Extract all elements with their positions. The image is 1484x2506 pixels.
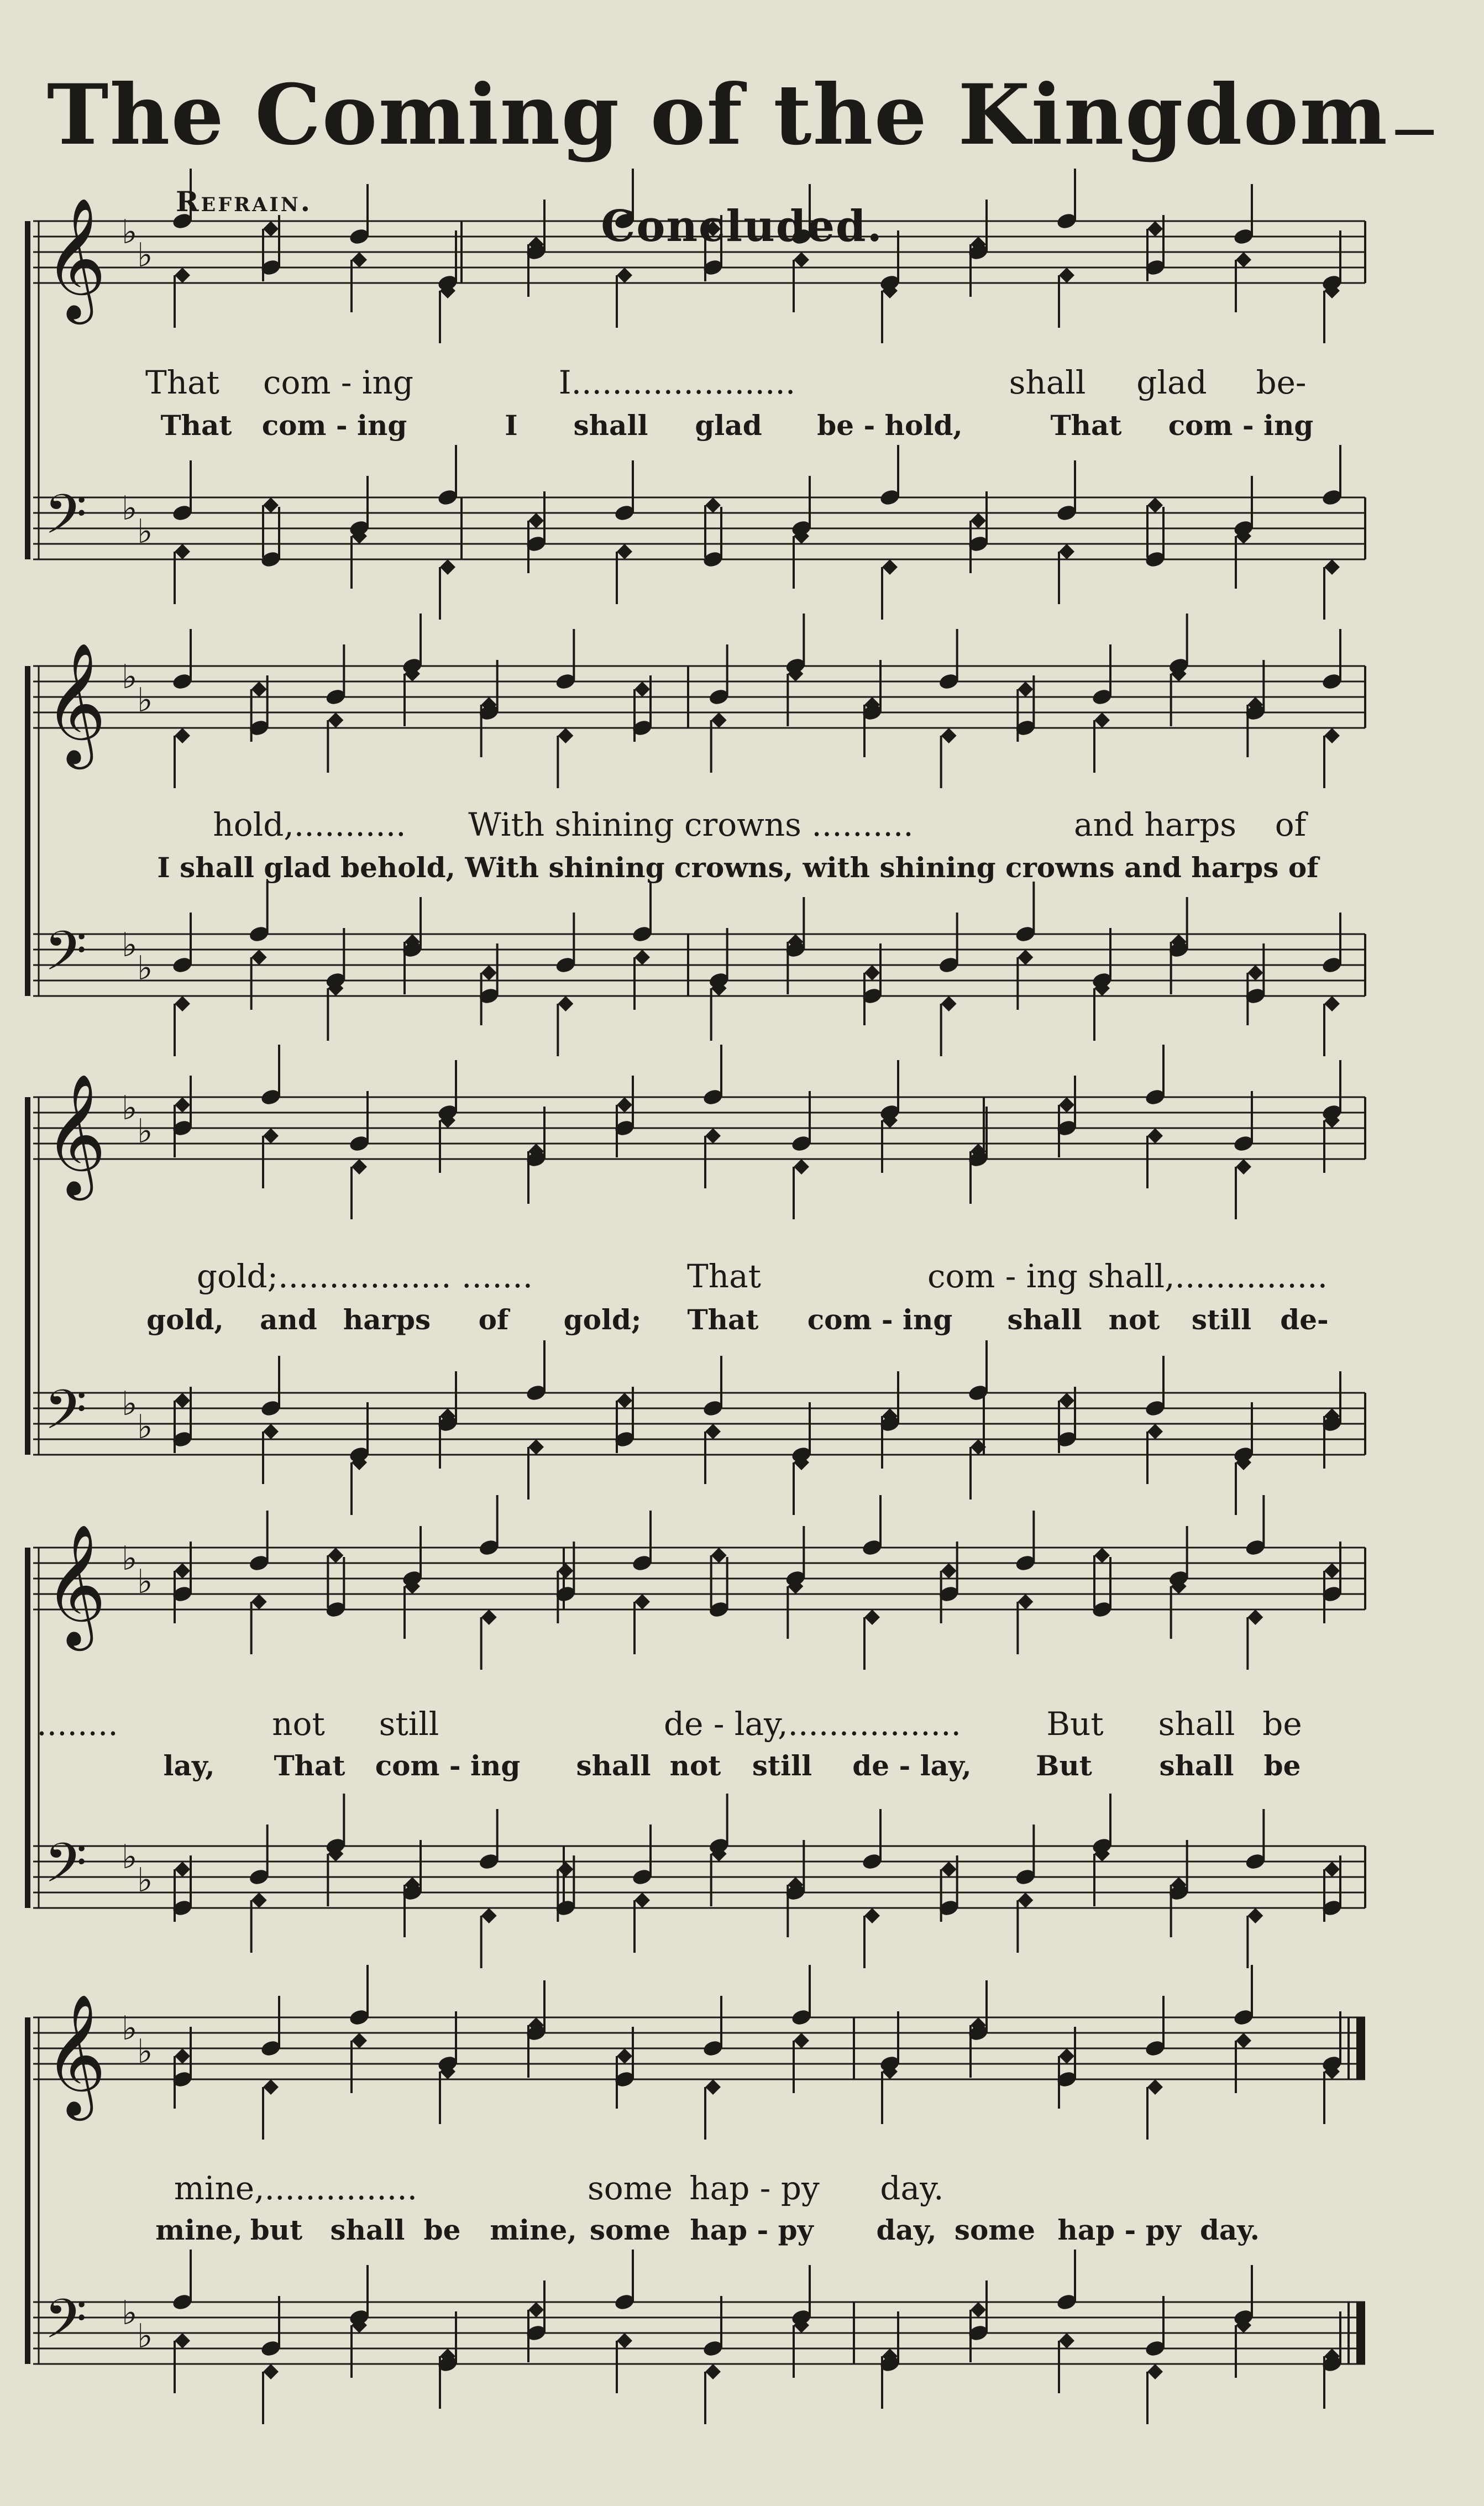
lyric-syllable: de - lay, bbox=[852, 1749, 972, 1782]
lyric-syllable: com - ing bbox=[375, 1749, 521, 1782]
treble-clef-icon: 𝄞 bbox=[44, 1993, 107, 2115]
note-head-icon bbox=[864, 1908, 880, 1923]
lyrics-line-2 bbox=[0, 409, 1484, 453]
lyric-syllable: not bbox=[272, 1705, 325, 1743]
note-head-icon bbox=[1059, 2333, 1074, 2348]
flat-icon: ♭ bbox=[122, 926, 138, 964]
note-head-icon bbox=[705, 2364, 721, 2379]
lyric-syllable: That bbox=[145, 364, 219, 401]
lyric-syllable: gold;................. ....... bbox=[196, 1257, 533, 1295]
note-head-icon bbox=[251, 1892, 267, 1908]
note-head-icon bbox=[1018, 1892, 1033, 1908]
flat-icon: ♭ bbox=[122, 1385, 138, 1423]
lyric-syllable: de - lay,................. bbox=[664, 1705, 961, 1743]
lyric-syllable: hold,........... bbox=[213, 806, 406, 843]
lyric-syllable: mine, bbox=[490, 2214, 577, 2246]
lyrics-line-1 bbox=[0, 1705, 1484, 1749]
note-head-icon bbox=[705, 497, 721, 513]
lyric-syllable: I bbox=[505, 409, 518, 442]
note-head-icon bbox=[1147, 1424, 1163, 1439]
lyric-syllable: and bbox=[260, 1303, 317, 1336]
lyric-syllable: day. bbox=[880, 2169, 944, 2207]
lyric-syllable: I...................... bbox=[558, 364, 796, 401]
lyric-syllable: ........ bbox=[36, 1705, 118, 1743]
note-head-icon bbox=[941, 728, 957, 743]
note-head-icon bbox=[971, 513, 986, 528]
flat-icon: ♭ bbox=[122, 489, 138, 528]
note-head-icon bbox=[175, 2048, 190, 2064]
lyric-syllable: lay, bbox=[163, 1749, 215, 1782]
lyric-syllable: glad bbox=[1136, 364, 1207, 401]
note-head-icon bbox=[617, 1393, 632, 1408]
lyric-syllable: gold, bbox=[146, 1303, 224, 1336]
lyric-syllable: shall bbox=[330, 2214, 405, 2246]
lyric-syllable: com - ing bbox=[263, 364, 413, 401]
lyrics-line-1 bbox=[0, 1257, 1484, 1302]
bass-clef-icon: 𝄢 bbox=[44, 483, 87, 560]
note-head-icon bbox=[263, 1128, 279, 1144]
note-head-icon bbox=[941, 1862, 957, 1877]
note-head-icon bbox=[1236, 2033, 1251, 2048]
note-head-icon bbox=[440, 559, 455, 575]
lyric-syllable: That bbox=[687, 1257, 761, 1295]
lyric-syllable: day, bbox=[876, 2214, 937, 2246]
note-head-icon bbox=[864, 1609, 880, 1625]
lyric-syllable: com - ing shall,............... bbox=[927, 1257, 1328, 1295]
lyric-syllable: I shall glad behold, With shining crowns, with shining crowns and harps of bbox=[157, 851, 1319, 884]
note-head-icon bbox=[1324, 559, 1340, 575]
note-head-icon bbox=[794, 1159, 809, 1175]
flat-icon: ♭ bbox=[137, 236, 153, 275]
treble-clef-icon: 𝄞 bbox=[44, 1073, 107, 1195]
note-head-icon bbox=[705, 2079, 721, 2095]
note-head-icon bbox=[1324, 1563, 1340, 1579]
note-head-icon bbox=[558, 728, 573, 743]
note-head-icon bbox=[705, 1424, 721, 1439]
note-head-icon bbox=[941, 996, 957, 1011]
note-head-icon bbox=[1059, 268, 1074, 283]
note-head-icon bbox=[1247, 1609, 1263, 1625]
note-head-icon bbox=[558, 996, 573, 1011]
lyric-syllable: still bbox=[1191, 1303, 1252, 1336]
lyric-syllable: day. bbox=[1199, 2214, 1260, 2246]
note-head-icon bbox=[617, 544, 632, 559]
lyric-syllable: and harps bbox=[1073, 806, 1237, 843]
note-head-icon bbox=[1147, 497, 1163, 513]
note-head-icon bbox=[1324, 1862, 1340, 1877]
note-head-icon bbox=[1324, 996, 1340, 1011]
lyric-syllable: com - ing bbox=[261, 409, 407, 442]
note-head-icon bbox=[1059, 544, 1074, 559]
lyric-syllable: of bbox=[1275, 806, 1307, 843]
note-head-icon bbox=[175, 1393, 190, 1408]
lyric-syllable: That bbox=[687, 1303, 759, 1336]
note-head-icon bbox=[971, 2302, 986, 2318]
note-head-icon bbox=[794, 2033, 809, 2048]
lyric-syllable: gold; bbox=[563, 1303, 642, 1336]
lyric-syllable: harps bbox=[343, 1303, 431, 1336]
lyric-syllable: shall bbox=[1158, 1705, 1235, 1743]
lyric-syllable: shall bbox=[1007, 1303, 1082, 1336]
note-head-icon bbox=[481, 965, 497, 981]
note-head-icon bbox=[175, 268, 190, 283]
note-head-icon bbox=[528, 513, 544, 528]
note-head-icon bbox=[1147, 1128, 1163, 1144]
note-head-icon bbox=[251, 1594, 267, 1609]
title-suffix: —Concluded. bbox=[601, 104, 1438, 251]
lyric-syllable: some bbox=[954, 2214, 1036, 2246]
title-main: The Coming of the Kingdom bbox=[46, 66, 1389, 164]
note-head-icon bbox=[175, 1097, 190, 1113]
note-head-icon bbox=[251, 950, 267, 965]
flat-icon: ♭ bbox=[122, 1089, 138, 1128]
page-title bbox=[0, 66, 1484, 261]
flat-icon: ♭ bbox=[137, 1112, 153, 1151]
note-head-icon bbox=[864, 965, 880, 981]
lyric-syllable: With shining crowns .......... bbox=[468, 806, 914, 843]
lyric-syllable: de- bbox=[1280, 1303, 1329, 1336]
treble-clef-icon: 𝄞 bbox=[44, 1523, 107, 1645]
lyrics-line-1 bbox=[0, 2169, 1484, 2214]
note-head-icon bbox=[528, 1439, 544, 1455]
lyric-syllable: still bbox=[752, 1749, 812, 1782]
note-head-icon bbox=[352, 1159, 367, 1175]
flat-icon: ♭ bbox=[122, 1539, 138, 1578]
lyric-syllable: mine, bbox=[155, 2214, 243, 2246]
note-head-icon bbox=[1018, 950, 1033, 965]
lyric-syllable: of bbox=[478, 1303, 509, 1336]
lyric-syllable: But bbox=[1036, 1749, 1092, 1782]
flat-icon: ♭ bbox=[137, 1408, 153, 1446]
flat-icon: ♭ bbox=[122, 1838, 138, 1876]
note-head-icon bbox=[175, 728, 190, 743]
note-head-icon bbox=[634, 1892, 650, 1908]
note-head-icon bbox=[558, 1563, 573, 1579]
lyric-syllable: shall bbox=[1159, 1749, 1234, 1782]
lyrics-line-2 bbox=[0, 851, 1484, 895]
note-head-icon bbox=[941, 1563, 957, 1579]
note-head-icon bbox=[617, 2048, 632, 2064]
lyric-syllable: That bbox=[160, 409, 232, 442]
note-head-icon bbox=[634, 681, 650, 697]
note-head-icon bbox=[175, 1862, 190, 1877]
note-head-icon bbox=[617, 268, 632, 283]
note-head-icon bbox=[1147, 2079, 1163, 2095]
note-head-icon bbox=[481, 1908, 497, 1923]
lyric-syllable: be bbox=[1263, 1749, 1301, 1782]
note-head-icon bbox=[1059, 2048, 1074, 2064]
note-head-icon bbox=[263, 497, 279, 513]
lyric-syllable: shall bbox=[573, 409, 648, 442]
bass-clef-icon: 𝄢 bbox=[44, 1832, 87, 1909]
lyrics-line-2 bbox=[0, 2214, 1484, 2258]
lyric-syllable: shall bbox=[576, 1749, 651, 1782]
lyrics-line-1 bbox=[0, 806, 1484, 850]
lyric-syllable: not bbox=[669, 1749, 721, 1782]
flat-icon: ♭ bbox=[122, 658, 138, 696]
note-head-icon bbox=[617, 2333, 632, 2348]
note-head-icon bbox=[528, 2302, 544, 2318]
lyric-syllable: hap - py bbox=[690, 2214, 814, 2246]
note-head-icon bbox=[1018, 681, 1033, 697]
flat-icon: ♭ bbox=[122, 2294, 138, 2332]
note-head-icon bbox=[1236, 1159, 1251, 1175]
note-head-icon bbox=[251, 681, 267, 697]
lyric-syllable: but bbox=[250, 2214, 303, 2246]
flat-icon: ♭ bbox=[122, 2009, 138, 2048]
lyric-syllable: com - ing bbox=[1168, 409, 1314, 442]
note-head-icon bbox=[558, 1862, 573, 1877]
note-head-icon bbox=[617, 1097, 632, 1113]
flat-icon: ♭ bbox=[137, 512, 153, 551]
note-head-icon bbox=[1018, 1594, 1033, 1609]
flat-icon: ♭ bbox=[137, 681, 153, 720]
lyric-syllable: some bbox=[589, 2214, 671, 2246]
lyrics-line-2 bbox=[0, 1303, 1484, 1348]
lyric-syllable: But bbox=[1046, 1705, 1104, 1743]
flat-icon: ♭ bbox=[137, 949, 153, 988]
refrain-label: Refrain. bbox=[176, 185, 313, 218]
treble-clef-icon: 𝄞 bbox=[44, 197, 107, 319]
note-head-icon bbox=[1059, 1097, 1074, 1113]
note-head-icon bbox=[1094, 712, 1110, 728]
lyric-syllable: That bbox=[274, 1749, 345, 1782]
bass-clef-icon: 𝄢 bbox=[44, 1378, 87, 1455]
flat-icon: ♭ bbox=[137, 1563, 153, 1601]
lyric-syllable: com - ing bbox=[807, 1303, 953, 1336]
note-head-icon bbox=[1324, 728, 1340, 743]
flat-icon: ♭ bbox=[137, 1861, 153, 1900]
note-head-icon bbox=[634, 1594, 650, 1609]
note-head-icon bbox=[352, 2033, 367, 2048]
lyric-syllable: be- bbox=[1256, 364, 1307, 401]
bass-clef-icon: 𝄢 bbox=[44, 2288, 87, 2365]
lyric-syllable: hap - py bbox=[1057, 2214, 1181, 2246]
treble-clef-icon: 𝄞 bbox=[44, 642, 107, 764]
note-head-icon bbox=[481, 1609, 497, 1625]
lyric-syllable: glad bbox=[695, 409, 762, 442]
lyrics-line-1 bbox=[0, 364, 1484, 408]
lyric-syllable: still bbox=[379, 1705, 439, 1743]
note-head-icon bbox=[1247, 1908, 1263, 1923]
flat-icon: ♭ bbox=[122, 213, 138, 251]
note-head-icon bbox=[1059, 1393, 1074, 1408]
note-head-icon bbox=[263, 2364, 279, 2379]
note-head-icon bbox=[1147, 2364, 1163, 2379]
final-barline bbox=[1356, 2017, 1365, 2079]
note-head-icon bbox=[1247, 965, 1263, 981]
note-head-icon bbox=[1094, 1548, 1110, 1563]
lyric-syllable: hap - py bbox=[689, 2169, 820, 2207]
lyric-syllable: mine,............... bbox=[174, 2169, 418, 2207]
note-head-icon bbox=[711, 1548, 727, 1563]
final-barline bbox=[1356, 2302, 1365, 2364]
lyrics-line-2 bbox=[0, 1749, 1484, 1794]
note-head-icon bbox=[175, 544, 190, 559]
lyric-syllable: be bbox=[423, 2214, 461, 2246]
note-head-icon bbox=[263, 2079, 279, 2095]
note-head-icon bbox=[705, 1128, 721, 1144]
note-head-icon bbox=[175, 2333, 190, 2348]
note-head-icon bbox=[882, 559, 898, 575]
lyric-syllable: be bbox=[1262, 1705, 1302, 1743]
lyric-syllable: shall bbox=[1009, 364, 1086, 401]
note-head-icon bbox=[328, 712, 343, 728]
bass-clef-icon: 𝄢 bbox=[44, 920, 87, 997]
note-head-icon bbox=[175, 996, 190, 1011]
flat-icon: ♭ bbox=[137, 2317, 153, 2356]
note-head-icon bbox=[634, 950, 650, 965]
lyric-syllable: not bbox=[1108, 1303, 1160, 1336]
flat-icon: ♭ bbox=[137, 2032, 153, 2071]
note-head-icon bbox=[328, 1548, 343, 1563]
lyric-syllable: That bbox=[1050, 409, 1122, 442]
note-head-icon bbox=[175, 1563, 190, 1579]
lyric-syllable: be - hold, bbox=[817, 409, 963, 442]
lyric-syllable: some bbox=[587, 2169, 673, 2207]
note-head-icon bbox=[711, 712, 727, 728]
note-head-icon bbox=[263, 1424, 279, 1439]
